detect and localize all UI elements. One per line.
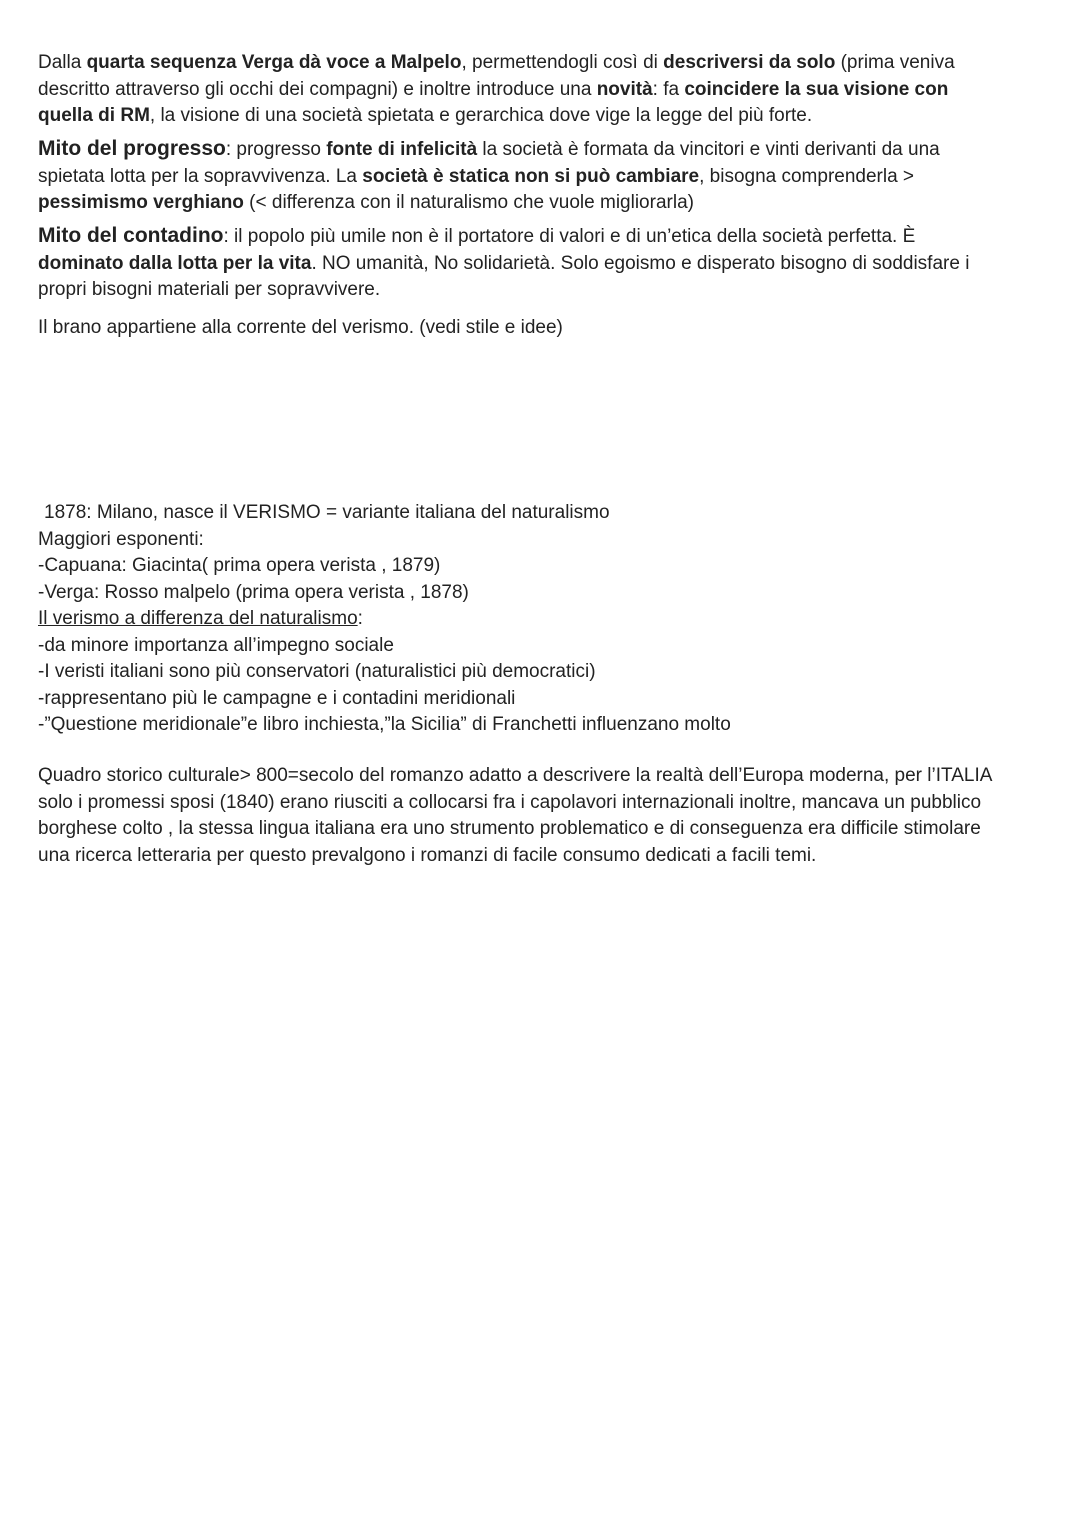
bold-text: novità <box>596 78 653 100</box>
list-item: -da minore importanza all’impegno sociale <box>38 634 394 656</box>
list-item: -I veristi italiani sono più conservatori (naturalistici più democratici) <box>38 661 596 682</box>
text-run: descritto attraverso gli occhi dei compagni) e inoltre introduce una <box>38 78 597 100</box>
bold-text: società è statica non si può cambiare <box>362 165 700 187</box>
text-run: , bisogna comprenderla > <box>699 165 915 187</box>
text-run: Dalla <box>38 52 87 73</box>
text-run: propri bisogni materiali per sopravvivere. <box>38 279 381 300</box>
list-item: -Capuana: Giacinta( prima opera verista , 1879) <box>38 555 441 576</box>
paragraph-quarta-sequenza <box>38 50 1048 130</box>
text-line: Quadro storico culturale> 800=secolo del romanzo adatto a descrivere la realtà dell’Europa moderna, per l’ITALIA <box>38 765 993 786</box>
text-run: . NO umanità, No solidarietà. Solo egoismo e disperato bisogno di soddisfare i <box>311 252 970 274</box>
text-line <box>38 223 1048 251</box>
bold-text: pessimismo verghiano <box>38 192 244 213</box>
text-run: : <box>357 608 363 629</box>
text-run: , permettendogli così di <box>461 52 664 73</box>
text-line <box>38 164 1048 191</box>
text-line: solo i promessi sposi (1840) erano riusciti a collocarsi fra i capolavori internazionali inoltre, mancava un pubblico <box>38 791 982 813</box>
list-item: -Verga: Rosso malpelo (prima opera verista , 1878) <box>38 581 469 603</box>
section-heading: Mito del progresso <box>38 137 226 160</box>
text-run: : progresso <box>225 139 327 160</box>
text-line <box>38 77 1048 104</box>
section-heading: Mito del contadino <box>38 224 224 247</box>
text-line: Il brano appartiene alla corrente del verismo. (vedi stile e idee) <box>38 317 563 338</box>
bold-text: coincidere la sua visione con <box>684 78 949 100</box>
text-line <box>38 136 1048 164</box>
list-item: -rappresentano più le campagne e i contadini meridionali <box>38 687 516 709</box>
paragraph-verismo-notes <box>38 500 1048 739</box>
text-run: , la visione di una società spietata e gerarchica dove vige la legge del più forte. <box>149 105 813 126</box>
paragraph-quadro-storico <box>38 763 1048 869</box>
text-run: la società è formata da vincitori e vinti derivanti da una <box>477 139 940 160</box>
paragraph-mito-contadino <box>38 223 1048 304</box>
bold-text: quarta sequenza Verga dà voce a Malpelo <box>86 52 462 73</box>
text-run: : il popolo più umile non è il portatore di valori e di un’etica della società perfetta. È <box>223 226 916 247</box>
text-line: Maggiori esponenti: <box>38 528 204 550</box>
text-line <box>38 50 1048 77</box>
text-line <box>38 103 1048 130</box>
text-line <box>38 277 1048 304</box>
text-line: una ricerca letteraria per questo prevalgono i romanzi di facile consumo dedicati a facili temi. <box>38 844 817 866</box>
text-run: : fa <box>652 78 685 100</box>
bold-text: fonte di infelicità <box>326 139 478 160</box>
bold-text: dominato dalla lotta per la vita <box>38 252 312 274</box>
text-line: borghese colto , la stessa lingua italiana era uno strumento problematico e di conseguenza era difficile stimolare <box>38 818 981 839</box>
underlined-subheading: Il verismo a differenza del naturalismo <box>38 608 358 629</box>
text-run: (< differenza con il naturalismo che vuole migliorarla) <box>243 192 694 213</box>
text-line <box>38 606 1048 633</box>
text-run: (prima veniva <box>835 52 955 73</box>
text-line <box>38 251 1048 278</box>
text-line <box>38 190 1048 217</box>
paragraph-brano-verismo <box>38 315 1048 342</box>
list-item: -”Questione meridionale”e libro inchiesta,”la Sicilia” di Franchetti influenzano molto <box>38 714 731 735</box>
paragraph-mito-progresso <box>38 136 1048 217</box>
text-line: 1878: Milano, nasce il VERISMO = variante italiana del naturalismo <box>44 502 610 523</box>
text-run: spietata lotta per la sopravvivenza. La <box>38 165 363 187</box>
bold-text: quella di RM <box>38 105 150 126</box>
bold-text: descriversi da solo <box>663 52 836 73</box>
